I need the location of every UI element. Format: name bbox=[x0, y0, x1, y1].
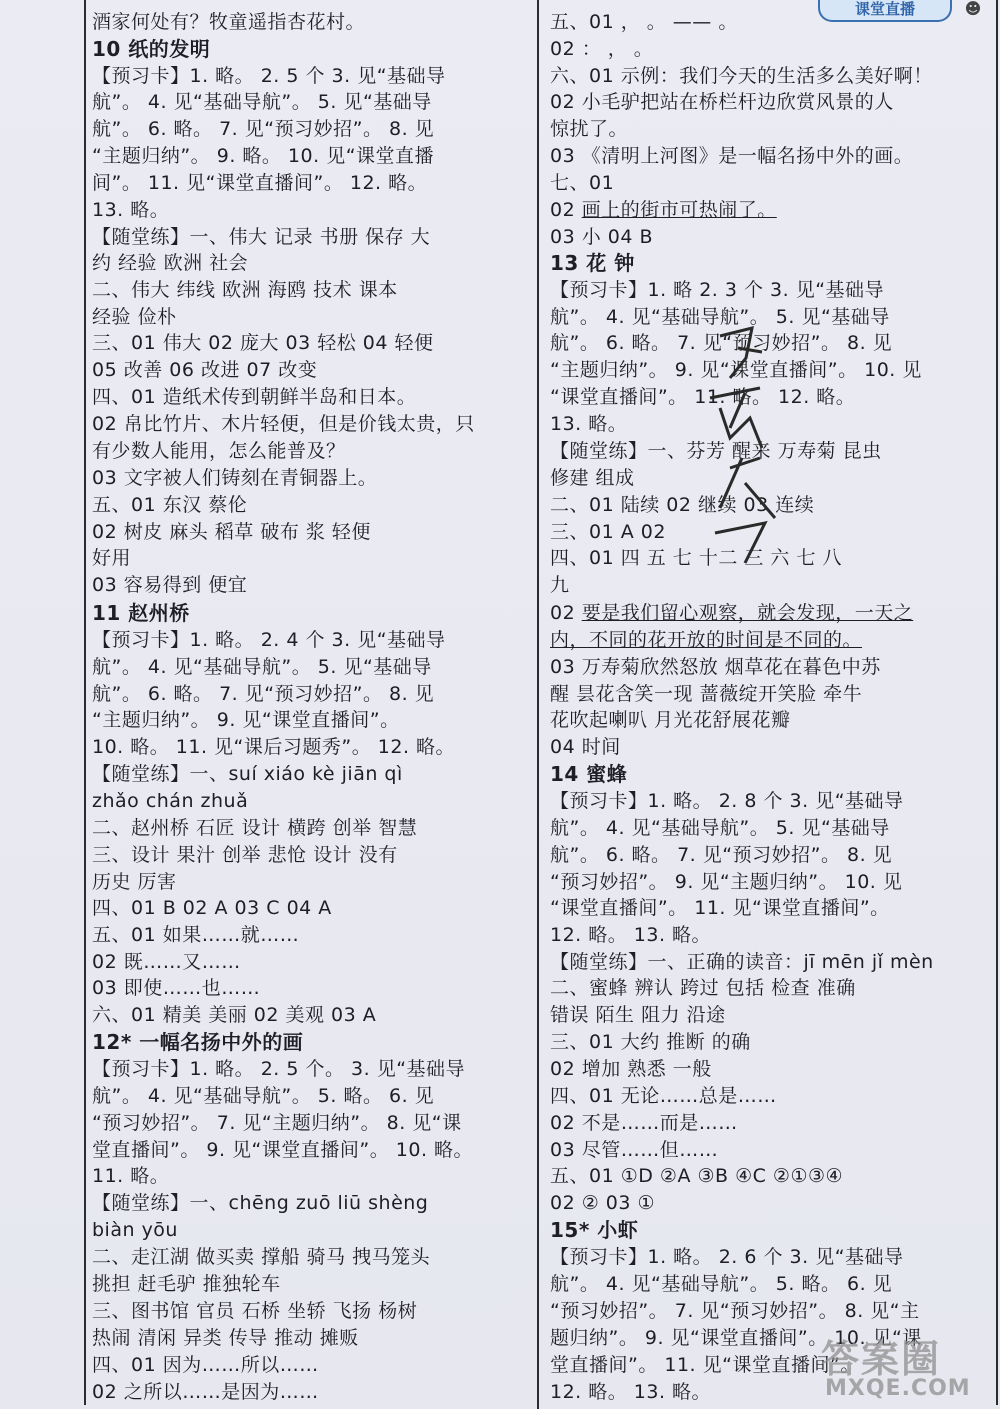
answer-text: 13. 略。 bbox=[92, 199, 170, 221]
answer-line bbox=[550, 465, 635, 491]
answer-line bbox=[92, 9, 365, 35]
answer-text: 14 蜜蜂 bbox=[550, 762, 628, 786]
answer-text: “课堂直播间”。 11. 略。 12. 略。 bbox=[550, 386, 856, 408]
answer-text: 12. 略。 13. 略。 bbox=[550, 1381, 712, 1403]
answer-line bbox=[550, 895, 890, 921]
answer-text: 12. 略。 13. 略。 bbox=[550, 924, 712, 946]
answer-text: “主题归纳”。 9. 略。 10. 见“课堂直播 bbox=[92, 145, 435, 167]
answer-line bbox=[550, 842, 892, 868]
answer-text: 惊扰了。 bbox=[550, 118, 629, 140]
answer-line bbox=[92, 922, 299, 948]
answer-line bbox=[550, 116, 628, 142]
answer-text: 四、01 无论……总是…… bbox=[550, 1085, 777, 1107]
answer-line bbox=[550, 89, 894, 115]
answer-text: 六、01 精美 美丽 02 美观 03 A bbox=[92, 1004, 377, 1026]
answer-text: 10 纸的发明 bbox=[92, 37, 211, 61]
answer-line bbox=[550, 788, 904, 814]
answer-line bbox=[92, 170, 427, 196]
answer-text: 题归纳”。 9. 见“课堂直播间”。 10. 见“课 bbox=[550, 1327, 922, 1349]
answer-line bbox=[92, 761, 403, 787]
answer-line bbox=[92, 277, 398, 303]
answer-text: 【随堂练】一、suí xiáo kè jiān qì bbox=[92, 763, 403, 785]
answer-line bbox=[92, 438, 346, 464]
answer-line bbox=[550, 357, 922, 383]
answer-text: biàn yōu bbox=[92, 1219, 178, 1241]
lesson-title bbox=[92, 600, 190, 626]
answer-text: 五、01 ①D ②A ③B ④C ②①③④ bbox=[550, 1165, 844, 1187]
answer-line bbox=[550, 1083, 777, 1109]
answer-line bbox=[92, 842, 398, 868]
answer-text: 02 之所以……是因为…… bbox=[92, 1381, 319, 1403]
answer-line bbox=[92, 1217, 178, 1243]
answer-line bbox=[550, 170, 614, 196]
answer-text: 03 文字被人们铸刻在青铜器上。 bbox=[92, 467, 378, 489]
answer-text: 二、01 陆续 02 继续 03 连续 bbox=[550, 494, 815, 516]
answer-line bbox=[92, 1379, 319, 1405]
answer-text: “课堂直播间”。 11. 见“课堂直播间”。 bbox=[550, 897, 890, 919]
answer-line bbox=[550, 681, 862, 707]
answer-line bbox=[550, 654, 881, 680]
answer-line bbox=[92, 330, 434, 356]
lesson-title bbox=[550, 761, 627, 787]
answer-line bbox=[550, 922, 711, 948]
answer-text: 四、01 B 02 A 03 C 04 A bbox=[92, 897, 332, 919]
answer-line bbox=[550, 815, 890, 841]
answer-line bbox=[550, 63, 933, 89]
answer-line bbox=[550, 1244, 904, 1270]
answer-text: 02 小毛驴把站在桥栏杆边欣赏风景的人 bbox=[550, 91, 894, 113]
answer-line bbox=[92, 1244, 430, 1270]
answer-line bbox=[550, 1271, 892, 1297]
underlined-answer: 要是我们留心观察，就会发现，一天之 bbox=[581, 602, 914, 624]
answer-line bbox=[92, 949, 241, 975]
answer-text: 航”。 6. 略。 7. 见“预习妙招”。 8. 见 bbox=[550, 844, 893, 866]
lesson-title bbox=[550, 250, 635, 276]
section-tab: 课堂直播 bbox=[818, 0, 952, 22]
answer-line bbox=[92, 1137, 473, 1163]
answer-line bbox=[92, 1298, 417, 1324]
answer-text: 三、01 伟大 02 庞大 03 轻松 04 轻便 bbox=[92, 332, 434, 354]
answer-line bbox=[92, 975, 260, 1001]
answer-text: 堂直播间”。 9. 见“课堂直播间”。 10. 略。 bbox=[92, 1139, 474, 1161]
lesson-title bbox=[92, 36, 210, 62]
watermark-logo bbox=[815, 1320, 995, 1405]
answer-line bbox=[92, 1002, 376, 1028]
answer-text: 04 时间 bbox=[550, 736, 621, 758]
answer-text: 四、01 造纸术传到朝鲜半岛和日本。 bbox=[92, 386, 417, 408]
answer-text: 错误 陌生 阻力 沿途 bbox=[550, 1004, 726, 1026]
answer-text: 航”。 4. 见“基础导航”。 5. 见“基础导 bbox=[92, 656, 432, 678]
answer-text: 【预习卡】1. 略。 2. 4 个 3. 见“基础导 bbox=[92, 629, 446, 651]
answer-text: 五、01 如果……就…… bbox=[92, 924, 300, 946]
answer-line bbox=[92, 465, 377, 491]
answer-text: 航”。 6. 略。 7. 见“预习妙招”。 8. 见 bbox=[92, 683, 435, 705]
answer-line bbox=[550, 143, 913, 169]
answer-line bbox=[550, 1352, 860, 1378]
answer-text: 约 经验 欧洲 社会 bbox=[92, 252, 249, 274]
answer-text: 航”。 4. 见“基础导航”。 5. 见“基础导 bbox=[550, 817, 890, 839]
answer-line bbox=[550, 707, 791, 733]
answer-line bbox=[92, 1325, 359, 1351]
answer-text: 02 帛比竹片、木片轻便，但是价钱太贵，只 bbox=[92, 413, 475, 435]
answer-line bbox=[92, 116, 434, 142]
answer-line bbox=[92, 734, 455, 760]
answer-line bbox=[550, 492, 814, 518]
answer-text: 02 ： ， 。 bbox=[550, 38, 654, 60]
answer-text: 02 ② 03 ① bbox=[550, 1192, 656, 1214]
answer-text: 七、01 bbox=[550, 172, 615, 194]
answer-line bbox=[92, 869, 177, 895]
answer-text: 【预习卡】1. 略。 2. 8 个 3. 见“基础导 bbox=[550, 790, 904, 812]
answer-line bbox=[550, 1002, 726, 1028]
answer-text: 好用 bbox=[92, 547, 132, 569]
answer-text: 【预习卡】1. 略。 2. 5 个。 3. 见“基础导 bbox=[92, 1058, 466, 1080]
answer-text: 【预习卡】1. 略 2. 3 个 3. 见“基础导 bbox=[550, 279, 885, 301]
answer-text: 三、设计 果汁 创举 悲怆 设计 没有 bbox=[92, 844, 398, 866]
answer-text: 12* 一幅名扬中外的画 bbox=[92, 1030, 304, 1054]
answer-text: 03 即使……也…… bbox=[92, 977, 261, 999]
answer-line bbox=[92, 1110, 462, 1136]
lesson-title bbox=[550, 1217, 638, 1243]
answer-line bbox=[550, 1029, 751, 1055]
answer-line bbox=[550, 572, 570, 598]
answer-text: 【随堂练】一、芬芳 醒来 万寿菊 昆虫 bbox=[550, 440, 882, 462]
answer-text: 航”。 4. 见“基础导航”。 5. 见“基础导 bbox=[550, 306, 890, 328]
answer-text: 二、伟大 纬线 欧洲 海鸥 技术 课本 bbox=[92, 279, 398, 301]
answer-line bbox=[550, 36, 653, 62]
watermark-main: 答案圈 bbox=[821, 1337, 942, 1381]
answer-text: 15* 小虾 bbox=[550, 1218, 639, 1242]
answer-line bbox=[92, 357, 317, 383]
answer-text: 【预习卡】1. 略。 2. 6 个 3. 见“基础导 bbox=[550, 1246, 904, 1268]
answer-text: 02 既……又…… bbox=[92, 951, 241, 973]
answer-line bbox=[550, 330, 892, 356]
answer-line bbox=[92, 707, 400, 733]
answer-text: 03 尽管……但…… bbox=[550, 1139, 719, 1161]
answer-text: 03 小 04 B bbox=[550, 226, 654, 248]
answer-text: “主题归纳”。 9. 见“课堂直播间”。 10. 见 bbox=[550, 359, 922, 381]
answer-line bbox=[92, 492, 247, 518]
answer-line bbox=[92, 384, 416, 410]
answer-line bbox=[92, 304, 177, 330]
answer-line bbox=[550, 304, 890, 330]
answer-line bbox=[92, 815, 417, 841]
answer-text: 五、01 东汉 蔡伦 bbox=[92, 494, 248, 516]
answer-line bbox=[550, 1137, 718, 1163]
answer-text: “主题归纳”。 9. 见“课堂直播间”。 bbox=[92, 709, 400, 731]
answer-line bbox=[92, 197, 169, 223]
answer-text: 【预习卡】1. 略。 2. 5 个 3. 见“基础导 bbox=[92, 65, 446, 87]
answer-text: 02 bbox=[550, 602, 582, 624]
answer-line bbox=[92, 89, 432, 115]
answer-text: 二、赵州桥 石匠 设计 横跨 创举 智慧 bbox=[92, 817, 418, 839]
answer-line bbox=[550, 9, 738, 35]
answer-text: 航”。 6. 略。 7. 见“预习妙招”。 8. 见 bbox=[92, 118, 435, 140]
answer-text: 五、01 ， 。 —— 。 bbox=[550, 11, 738, 33]
answer-line bbox=[550, 1163, 843, 1189]
answer-line bbox=[92, 1163, 169, 1189]
answer-line bbox=[92, 681, 434, 707]
answer-line bbox=[550, 224, 653, 250]
answer-line bbox=[92, 572, 247, 598]
answer-text: 航”。 4. 见“基础导航”。 5. 略。 6. 见 bbox=[92, 1085, 435, 1107]
answer-text: 挑担 赶毛驴 推独轮车 bbox=[92, 1273, 281, 1295]
answer-text: 四、01 因为……所以…… bbox=[92, 1354, 319, 1376]
answer-text: “预习妙招”。 7. 见“预习妙招”。 8. 见“主 bbox=[550, 1300, 920, 1322]
answer-line bbox=[92, 143, 434, 169]
answer-line bbox=[92, 250, 248, 276]
answer-text: 02 树皮 麻头 稻草 破布 浆 轻便 bbox=[92, 521, 371, 543]
answer-line bbox=[550, 1379, 711, 1405]
answer-text: 酒家何处有？牧童遥指杏花村。 bbox=[92, 11, 366, 33]
answer-line bbox=[550, 1110, 738, 1136]
answer-line bbox=[550, 734, 621, 760]
answer-line bbox=[92, 788, 248, 814]
answer-line bbox=[550, 627, 862, 653]
answer-text: 02 增加 熟悉 一般 bbox=[550, 1058, 712, 1080]
answer-line bbox=[92, 627, 446, 653]
answer-line bbox=[92, 654, 432, 680]
answer-line bbox=[550, 197, 777, 223]
answer-text: 11. 略。 bbox=[92, 1165, 170, 1187]
answer-text: 历史 厉害 bbox=[92, 871, 177, 893]
answer-line bbox=[550, 411, 627, 437]
answer-text: 间”。 11. 见“课堂直播间”。 12. 略。 bbox=[92, 172, 428, 194]
underlined-answer: 内，不同的花开放的时间是不同的。 bbox=[550, 629, 863, 651]
answer-text: 03 万寿菊欣然怒放 烟草花在暮色中苏 bbox=[550, 656, 881, 678]
answer-text: 热闹 清闲 异类 传导 推动 摊贩 bbox=[92, 1327, 359, 1349]
answer-line bbox=[550, 277, 884, 303]
answer-text: 修建 组成 bbox=[550, 467, 635, 489]
answer-text: 花吹起喇叭 月光花舒展花瓣 bbox=[550, 709, 791, 731]
answer-text: 经验 俭朴 bbox=[92, 306, 177, 328]
answer-line bbox=[92, 519, 371, 545]
answer-text: 九 bbox=[550, 574, 570, 596]
answer-line bbox=[550, 438, 882, 464]
answer-text: 03 《清明上河图》是一幅名扬中外的画。 bbox=[550, 145, 914, 167]
answer-text: 有少数人能用，怎么能普及？ bbox=[92, 440, 346, 462]
answer-line bbox=[550, 519, 666, 545]
answer-line bbox=[550, 384, 855, 410]
answer-text: 醒 昙花含笑一现 蔷薇绽开笑脸 牵牛 bbox=[550, 683, 863, 705]
answer-line bbox=[92, 1352, 319, 1378]
answer-text: 05 改善 06 改进 07 改变 bbox=[92, 359, 318, 381]
lesson-title bbox=[92, 1029, 303, 1055]
reading-figure-icon: ☻ bbox=[964, 0, 982, 18]
answer-text: 03 容易得到 便宜 bbox=[92, 574, 248, 596]
answer-text: 02 bbox=[550, 199, 582, 221]
answer-text: 【随堂练】一、伟大 记录 书册 保存 大 bbox=[92, 226, 431, 248]
answer-line bbox=[92, 1190, 428, 1216]
answer-text: 航”。 4. 见“基础导航”。 5. 见“基础导 bbox=[92, 91, 432, 113]
answer-text: 02 不是……而是…… bbox=[550, 1112, 738, 1134]
answer-line bbox=[92, 1056, 465, 1082]
answer-text: 三、01 A 02 bbox=[550, 521, 666, 543]
answer-text: 13. 略。 bbox=[550, 413, 628, 435]
answer-line bbox=[92, 895, 332, 921]
answer-line bbox=[550, 600, 913, 626]
answer-text: “预习妙招”。 7. 见“主题归纳”。 8. 见“课 bbox=[92, 1112, 462, 1134]
answer-text: 11 赵州桥 bbox=[92, 601, 190, 625]
answer-text: 四、01 四 五 七 十二 三 六 七 八 bbox=[550, 547, 842, 569]
answer-text: 堂直播间”。 11. 见“课堂直播间”。 bbox=[550, 1354, 860, 1376]
answer-text: 【随堂练】一、正确的读音：jī mēn jǐ mèn bbox=[550, 951, 934, 973]
underlined-answer: 画上的街市可热闹了。 bbox=[581, 199, 777, 221]
answer-text: 10. 略。 11. 见“课后习题秀”。 12. 略。 bbox=[92, 736, 456, 758]
answer-line bbox=[550, 1056, 712, 1082]
answer-text: 13 花 钟 bbox=[550, 251, 635, 275]
answer-text: 二、蜜蜂 辨认 跨过 包括 检查 准确 bbox=[550, 977, 856, 999]
answer-text: 二、走江湖 做买卖 撑船 骑马 拽马笼头 bbox=[92, 1246, 431, 1268]
answer-text: 航”。 4. 见“基础导航”。 5. 略。 6. 见 bbox=[550, 1273, 893, 1295]
answer-text: “预习妙招”。 9. 见“主题归纳”。 10. 见 bbox=[550, 871, 903, 893]
answer-line bbox=[92, 63, 446, 89]
answer-line bbox=[92, 1083, 434, 1109]
answer-text: 【随堂练】一、chēng zuō liū shèng bbox=[92, 1192, 429, 1214]
answer-line bbox=[550, 975, 856, 1001]
column-divider bbox=[537, 0, 539, 1409]
answer-line bbox=[92, 1271, 281, 1297]
answer-text: 三、01 大约 推断 的确 bbox=[550, 1031, 751, 1053]
answer-line bbox=[550, 949, 934, 975]
answer-line bbox=[92, 411, 475, 437]
watermark-sub: MXQE.COM bbox=[825, 1376, 971, 1401]
answer-text: 三、图书馆 官员 石桥 坐轿 飞扬 杨树 bbox=[92, 1300, 418, 1322]
answer-text: zhǎo chán zhuǎ bbox=[92, 790, 249, 812]
answer-text: 航”。 6. 略。 7. 见“预习妙招”。 8. 见 bbox=[550, 332, 893, 354]
answer-line bbox=[550, 545, 842, 571]
answer-line bbox=[550, 869, 902, 895]
answer-text: 六、01 示例：我们今天的生活多么美好啊！ bbox=[550, 65, 933, 87]
answer-line bbox=[92, 545, 131, 571]
answer-line bbox=[550, 1190, 655, 1216]
answer-line bbox=[92, 224, 430, 250]
